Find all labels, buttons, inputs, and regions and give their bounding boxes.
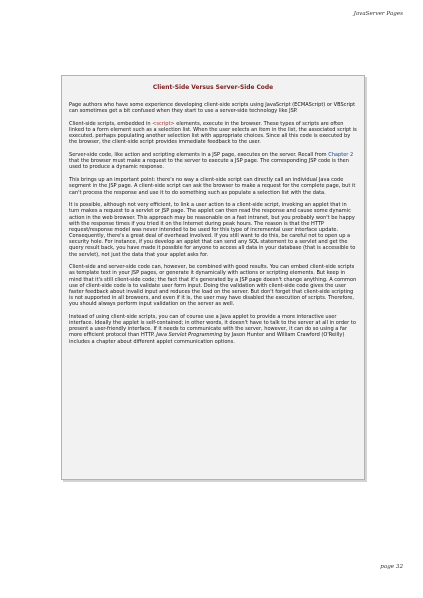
running-header: JavaServer Pages: [353, 11, 403, 17]
paragraph-text: It is possible, although not very efficient, to link a user action to a client-side script, invoking an applet that in turn makes a request to a servlet or JSP page. The applet can then read the response and cause some dynamic action in the web browser. This approach may be reasonable on a fast intranet, but you probably won't be happy with the response times if you tried it on the Internet during peak hours. The reason is that the HTTP request/response model was never intended to be used for this type of incremental user interface update. Consequently, there's a great deal of overhead involved. If you still want to do this, be careful not to open up a security hole. For instance, if you develop an applet that can send any SQL statement to a servlet and get the query result back, you have made it possible for anyone to access all data in your database (that is accessible to the servlet), not just the data that your applet asks for.: [69, 202, 356, 258]
sidebar-paragraph: [69, 177, 357, 195]
paragraph-text: Client-side scripts, embedded in: [69, 120, 153, 127]
paragraph-text: Client-side and server-side code can, however, be combined with good results. You can embed client-side scripts as template text in your JSP pages, or generate it dynamically with actions or scripting elements. But keep in mind that it's still client-side code; the fact that it's generated by a JSP page doesn't change anything. A common use of client-side code is to validate user form input. Doing the validation with client-side code gives the user faster feedback about invalid input and reduces the load on the server. But don't forget that client-side scripting is not supported in all browsers, and even if it is, the user may have disabled the execution of scripts. Therefore, you should always perform input validation on the server as well.: [69, 264, 357, 308]
paragraph-text: This brings up an important point: there's no way a client-side script can directly call an individual Java code segment in the JSP page. A client-side script can ask the browser to make a request for the complete page, but it can't process the response and use it to do something such as populate a selection list with the data.: [69, 177, 356, 196]
inline-code: <script>: [152, 120, 175, 127]
sidebar-paragraph: [69, 102, 357, 114]
paragraph-text: Instead of using client-side scripts, you can of course use a Java applet to provide a more interactive user interface. Ideally the applet is self-contained; in other words, it doesn't have to talk to the server at all in order to present a user-friendly interface. If it needs to communicate with the server, however, it can do so using a far more efficient protocol than HTTP.: [69, 313, 356, 339]
sidebar-paragraph: [69, 202, 357, 257]
paragraph-text: by Jason Hunter and William Crawford (O'Reilly) includes a chapter about different applet communication options.: [69, 332, 345, 345]
sidebar-paragraph: [69, 152, 357, 170]
page-number: page 32: [380, 564, 403, 570]
sidebar-paragraph: [69, 121, 357, 146]
paragraph-text: elements, execute in the browser. These types of scripts are often linked to a form element such as a selection list. When the user selects an item in the list, the associated script is executed, perhaps populating another selection list with appropriate choices. Since all this code is executed by the browser, the client-side script provides immediate feedback to the user.: [69, 120, 357, 146]
book-title: Java Servlet Programming: [156, 332, 223, 339]
paragraph-text: Page authors who have some experience developing client-side scripts using JavaScript (ECMAScript) or VBScript can sometimes get a bit confused when they start to use a server-side technology like JSP.: [69, 102, 356, 115]
sidebar-paragraph: [69, 314, 357, 345]
paragraph-text: that the browser must make a request to the server to execute a JSP page. The corresponding JSP code is then used to produce a dynamic response.: [69, 158, 349, 171]
sidebar-box: [61, 75, 365, 480]
sidebar-title: Client-Side Versus Server-Side Code: [152, 85, 274, 91]
cross-reference-link[interactable]: Chapter 2: [328, 152, 354, 159]
sidebar-body: [69, 102, 357, 345]
sidebar-paragraph: [69, 264, 357, 307]
paragraph-text: Server-side code, like action and scripting elements in a JSP page, executes on the server. Recall from: [69, 152, 329, 159]
